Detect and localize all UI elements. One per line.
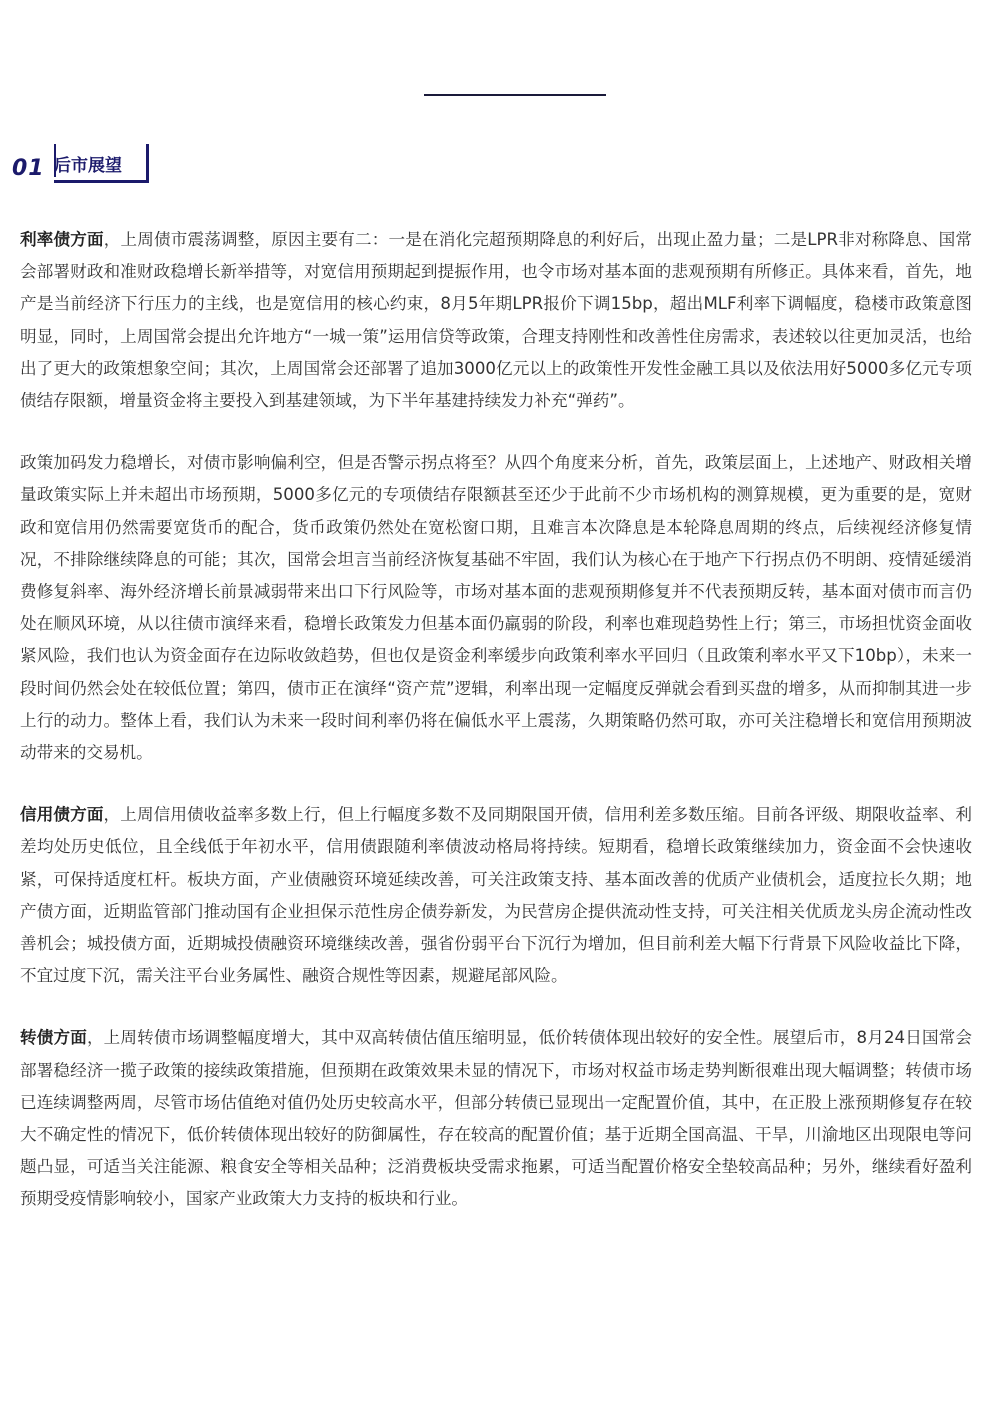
paragraph-text: ，上周转债市场调整幅度增大，其中双高转债估值压缩明显，低价转债体现出较好的安全性。展望后市，8月24日国常会部署稳经济一揽子政策的接续政策措施，但预期在政策效果未显的情况下，市场对权益市场走势判断很难出现大幅调整；转债市场已连续调整两周，尽管市场估值绝对值仍处历史较高水平，但部分转债已显现出一定配置价值，其中，在正股上涨预期修复存在较大不确定性的情况下，低价转债体现出较好的防御属性，存在较高的配置价值；基于近期全国高温、干旱，川渝地区出现限电等问题凸显，可适当关注能源、粮食安全等相关品种；泛消费板块受需求拖累，可适当配置价格安全垫较高品种；另外，继续看好盈利预期受疫情影响较小，国家产业政策大力支持的板块和行业。 bbox=[20, 1028, 973, 1209]
paragraph-lead: 转债方面 bbox=[20, 1028, 87, 1048]
paragraph-lead: 信用债方面 bbox=[20, 805, 104, 825]
header-rule bbox=[424, 94, 606, 96]
section-heading bbox=[10, 144, 160, 188]
paragraph-lead: 利率债方面 bbox=[20, 230, 104, 249]
paragraph-text: 政策加码发力稳增长，对债市影响偏利空，但是否警示拐点将至？从四个角度来分析，首先，政策层面上，上述地产、财政相关增量政策实际上并未超出市场预期，5000多亿元的专项债结存限额甚至还少于此前不少市场机构的测算规模，更为重要的是，宽财政和宽信用仍然需要宽货币的配合，货币政策仍然处在宽松窗口期，且难言本次降息是本轮降息周期的终点，后续视经济修复情况，不排除继续降息的可能；其次，国常会坦言当前经济恢复基础不牢固，我们认为核心在于地产下行拐点仍不明朗、疫情延缓消费修复斜率、海外经济增长前景减弱带来出口下行风险等，市场对基本面的悲观预期修复并不代表预期反转，基本面对债市而言仍处在顺风环境，从以往债市演绎来看，稳增长政策发力但基本面仍羸弱的阶段，利率也难现趋势性上行；第三，市场担忧资金面收紧风险，我们也认为资金面存在边际收敛趋势，但也仅是资金利率缓步向政策利率水平回归（且政策利率水平又下10bp），未来一段时间仍然会处在较低位置；第四，债市正在演绎“资产荒”逻辑，利率出现一定幅度反弹就会看到买盘的增多，从而抑制其进一步上行的动力。整体上看，我们认为未来一段时间利率仍将在偏低水平上震荡，久期策略仍然可取，亦可关注稳增长和宽信用预期波动带来的交易机。 bbox=[20, 453, 972, 763]
paragraph-convertible-bonds bbox=[20, 1022, 972, 1215]
paragraph-text: ，上周债市震荡调整，原因主要有二：一是在消化完超预期降息的利好后，出现止盈力量；二是LPR非对称降息、国常会部署财政和准财政稳增长新举措等，对宽信用预期起到提振作用，也令市场对基本面的悲观预期有所修正。具体来看，首先，地产是当前经济下行压力的主线，也是宽信用的核心约束，8月5年期LPR报价下调15bp，超出MLF利率下调幅度，稳楼市政策意图明显，同时，上周国常会提出允许地方“一城一策”运用信贷等政策，合理支持刚性和改善性住房需求，表述较以往更加灵活，也给出了更大的政策想象空间；其次，上周国常会还部署了追加3000亿元以上的政策性开发性金融工具以及依法用好5000多亿元专项债结存限额，增量资金将主要投入到基建领域，为下半年基建持续发力补充“弹药”。 bbox=[20, 230, 972, 411]
article-body bbox=[20, 224, 972, 1246]
paragraph-rate-bonds bbox=[20, 224, 972, 417]
section-number: 01 bbox=[12, 156, 45, 181]
paragraph-text: ，上周信用债收益率多数上行，但上行幅度多数不及同期限国开债，信用利差多数压缩。目前各评级、期限收益率、利差均处历史低位，且全线低于年初水平，信用债跟随利率债波动格局将持续。短期看，稳增长政策继续加力，资金面不会快速收紧，可保持适度杠杆。板块方面，产业债融资环境延续改善，可关注政策支持、基本面改善的优质产业债机会，适度拉长久期；地产债方面，近期监管部门推动国有企业担保示范性房企债券新发，为民营房企提供流动性支持，可关注相关优质龙头房企流动性改善机会；城投债方面，近期城投债融资环境继续改善，强省份弱平台下沉行为增加，但目前利差大幅下行背景下风险收益比下降，不宜过度下沉，需关注平台业务属性、融资合规性等因素，规避尾部风险。 bbox=[20, 805, 973, 986]
paragraph-credit-bonds bbox=[20, 799, 972, 992]
paragraph-policy-analysis bbox=[20, 447, 972, 769]
section-title: 后市展望 bbox=[54, 156, 122, 176]
